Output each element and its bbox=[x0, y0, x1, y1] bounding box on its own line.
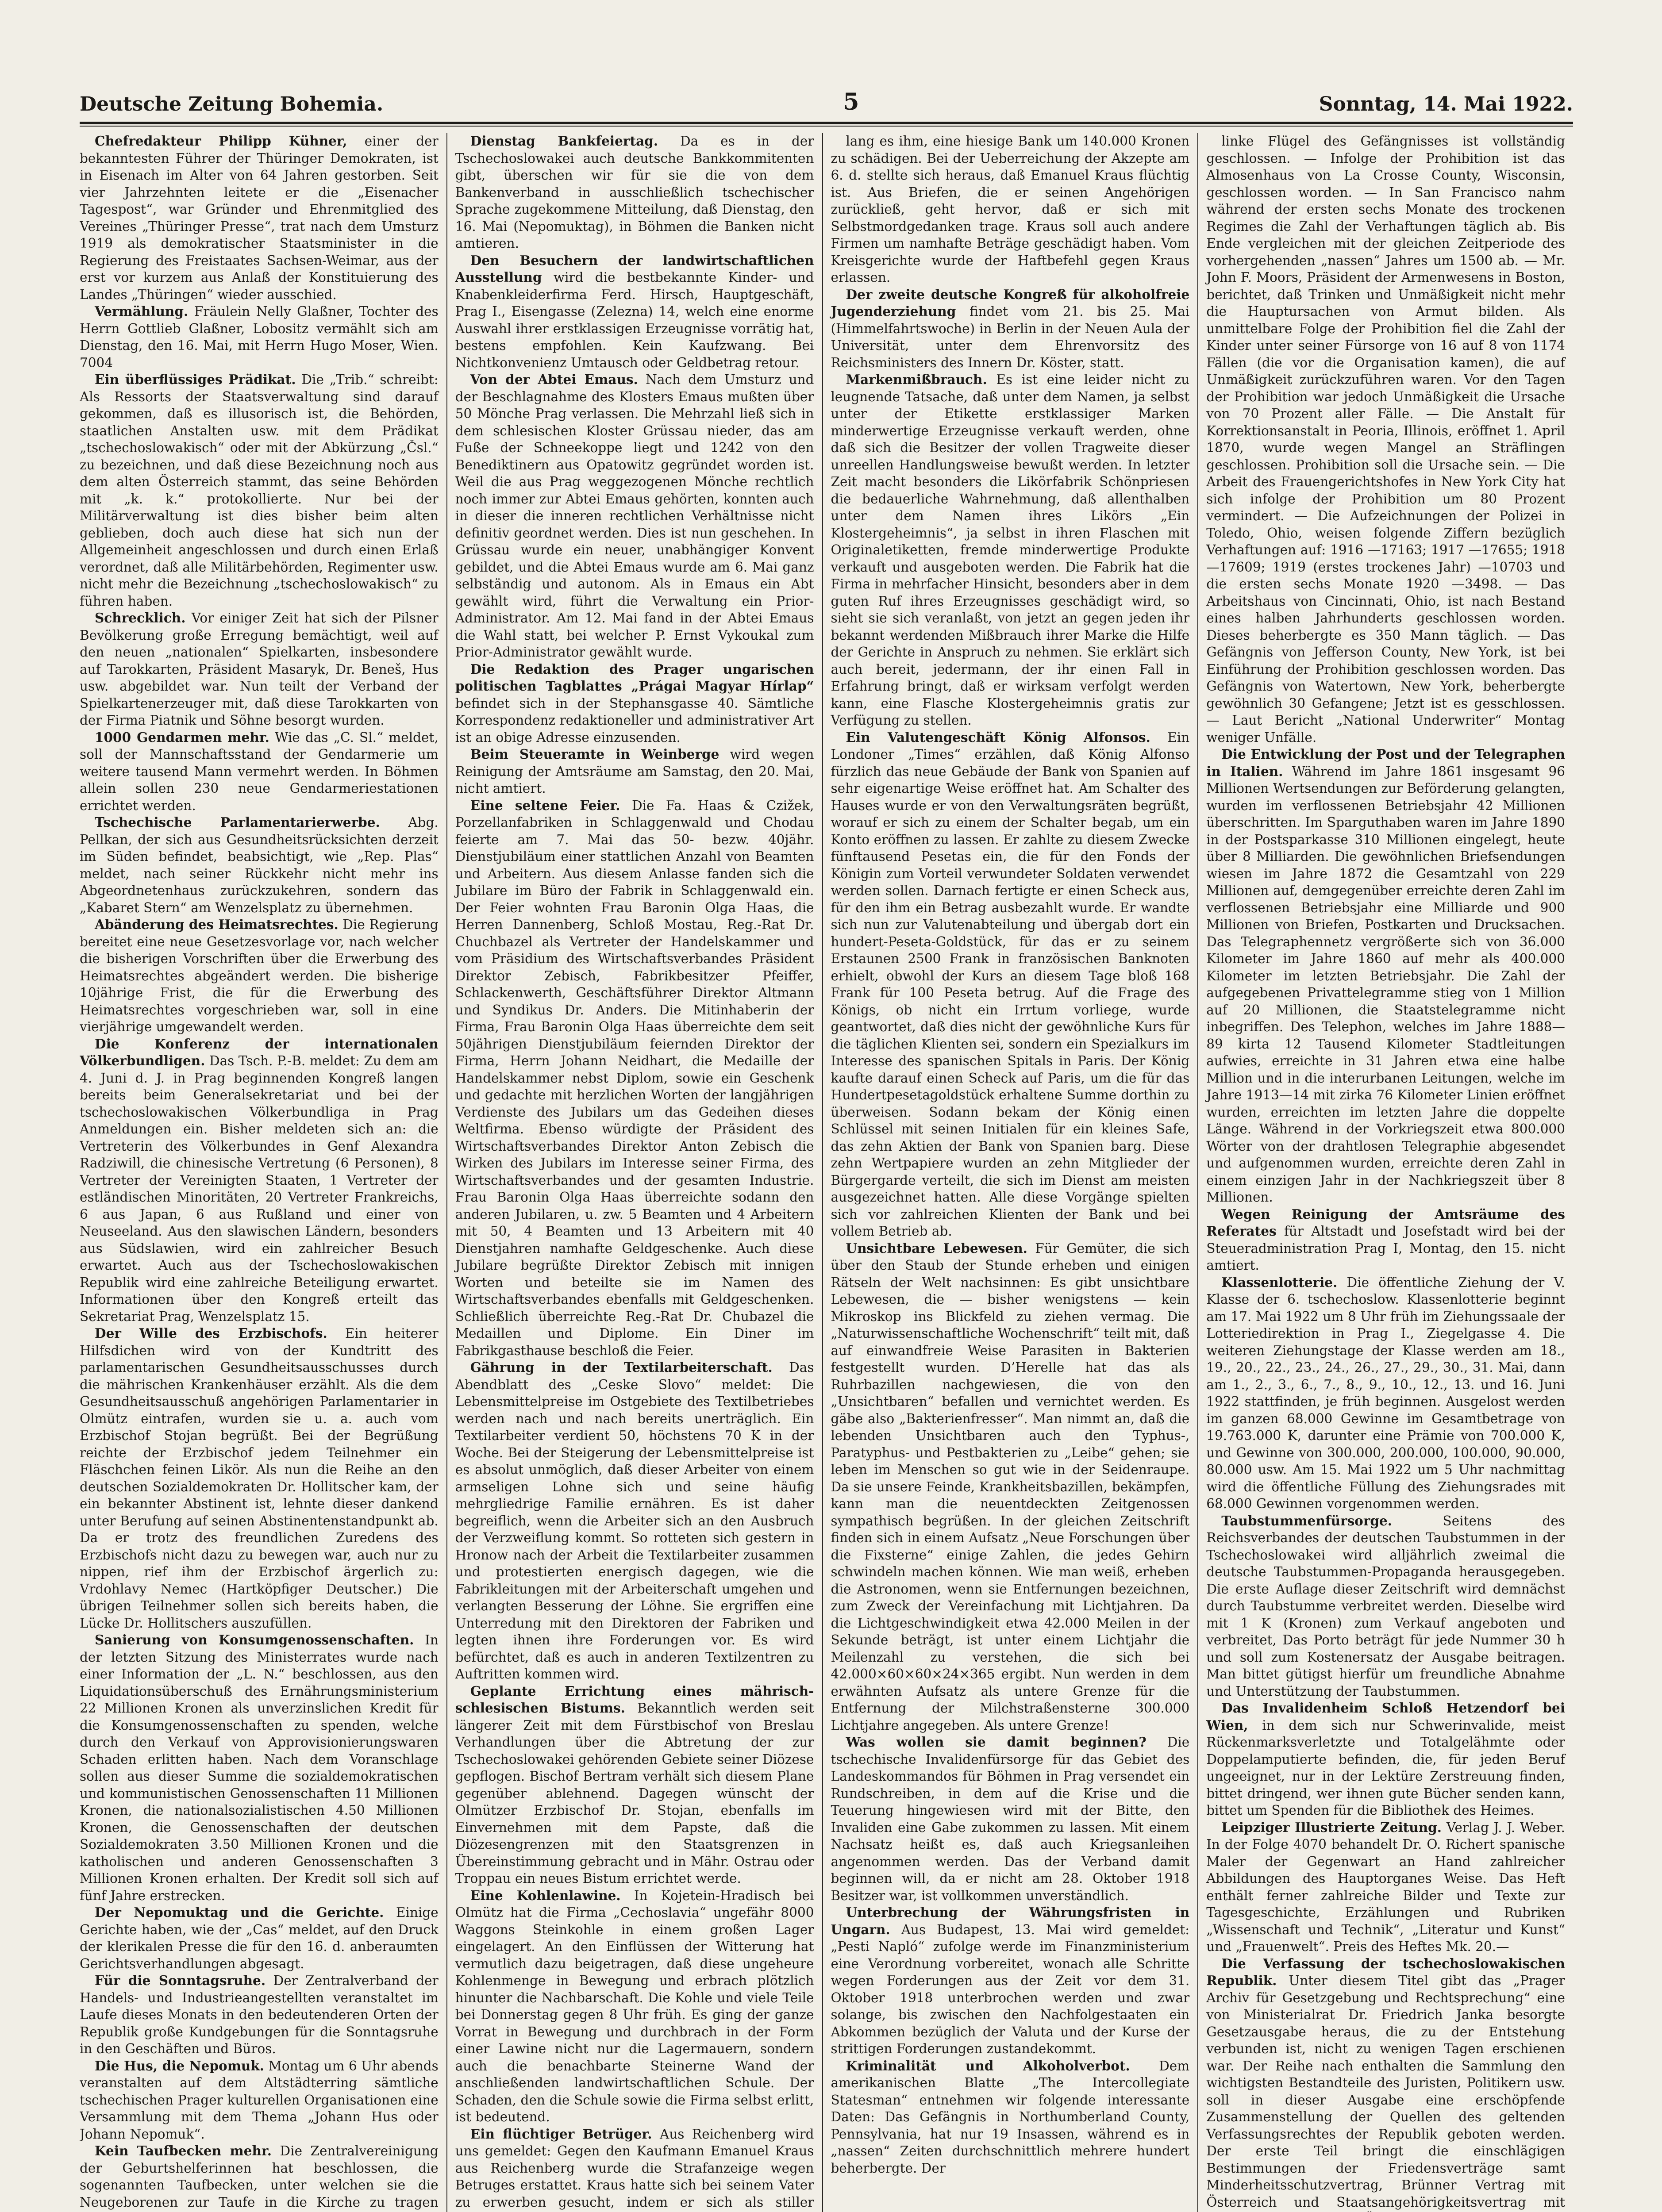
header-rule-thin bbox=[80, 126, 1573, 127]
article-headline: Kein Taufbecken mehr. bbox=[95, 2143, 272, 2158]
article-headline: Den Besuchern der landwirtschaftlichen Ausstellung bbox=[455, 252, 814, 285]
article-paragraph bbox=[1206, 1700, 1565, 1819]
article-paragraph bbox=[831, 286, 1190, 372]
article-body: Ein heiterer Hilfsdichen wird von der Kundtritt des parlamentarischen Gesundheitsausschusses durch die mährischen Krankenhäuser erzählt. Als die dem Gesundheitsausschuß angehörigen Parlamentarier in Olmütz eintrafen, wurden sie u. a. auch vom Erzbischof Stojan begrüßt. Bei der Begrüßung reichte der Erzbischof jedem Teilnehmer ein Fläschchen feinen Likör. Als nun die Reihe an den deutschen Sozialdemokraten Dr. Hollitscher kam, der ein bekannter Abstinent ist, lehnte dieser dankend unter Berufung auf seinen Abstinentenstandpunkt ab. Da er trotz des freundlichen Zuredens des Erzbischofs nicht dazu zu bewegen war, auch nur zu nippen, rief ihm der Erzbischof ärgerlich zu: Vrdohlavy Nemec (Hartköpfiger Deutscher.) Die übrigen Teilnehmer sollen sich bereits haben, die Lücke Dr. Hollitschers auszufüllen. bbox=[80, 1326, 439, 1631]
article-headline: Markenmißbrauch. bbox=[846, 372, 987, 387]
article-body: Ein Londoner „Times“ erzählen, daß König Alfonso fürzlich das neue Gebäude der Bank von Spanien auf sehr eigenartige Weise eröffnet hat. Am Schalter des Hauses wurde er von den Verwaltungsräten begrüßt, worauf er sich zu einem der Schalter begab, um ein Konto eröffnen zu lassen. Er zahlte zu diesem Zwecke fünftausend Pesetas ein, die für den Fonds der Königin zum Vorteil verwundeter Soldaten verwendet werden sollen. Darnach fertigte er einen Scheck aus, für den ihm ein Betrag ausbezahlt wurde. Er wandte sich nun zur Valutenabteilung und übergab dort ein hundert-Peseta-Goldstück, für das er zu seinem Erstaunen 2500 Frank in französischen Banknoten erhielt, obwohl der Kurs an diesem Tage bloß 168 Frank für 100 Peseta betrug. Auf die Frage des Königs, ob nicht ein Irrtum vorliege, wurde geantwortet, daß dies nicht der gewöhnliche Kurs für die täglichen Klienten sei, sondern ein Spezialkurs im Interesse des spanischen Spitals in Paris. Der König kaufte darauf einen Scheck auf Paris, um die für das Hundertpesetagoldstück erhaltene Summe dorthin zu überweisen. Sodann bekam der König einen Schlüssel mit seinen Initialen für ein kleines Safe, das zehn Aktien der Bank von Spanien barg. Diese zehn Wertpapiere wurden an zehn Mitglieder der Bürgergarde verteilt, die sich im Dienst am meisten ausgezeichnet hatten. Alle diese Vorgänge spielten sich vor zahlreichen Klienten der Bank und bei vollem Betrieb ab. bbox=[831, 730, 1190, 1239]
article-headline: Unterbrechung der Währungsfristen in Ungarn. bbox=[831, 1905, 1190, 1937]
article-body: Das Tsch. P.-B. meldet: Zu dem am 4. Juni d. J. in Prag beginnenden Kongreß langen bereits beim Generalsekretariat und bei der tschechoslowakischen Völkerbundliga in Prag Anmeldungen ein. Bisher meldeten sich an: die Vertreterin des Völkerbundes in Genf Alexandra Radziwill, die chinesische Vertretung (6 Personen), 8 Vertreter der Vereinigten Staaten, 1 Vertreter der estländischen Minoritäten, 20 Vertreter Frankreichs, 6 aus Japan, 6 aus Rußland und einer von Neuseeland. Aus den slawischen Ländern, besonders aus Südslawien, wird ein zahlreicher Besuch erwartet. Auch aus der Tschechoslowakischen Republik wird eine zahlreiche Beteiligung erwartet. Informationen über den Kongreß erteilt das Sekretariat Prag, Wenzelsplatz 15. bbox=[80, 1053, 439, 1324]
article-paragraph bbox=[455, 133, 814, 252]
article-paragraph bbox=[80, 303, 439, 371]
article-body: einer der bekanntesten Führer der Thüringer Demokraten, ist in Eisenach im Alter von 64 Jahren gestorben. Seit vier Jahrzehnten leitete er die „Eisenacher Tagespost“, war Gründer und Ehrenmitglied des Vereines „Thüringer Presse“, trat nach dem Umsturz 1919 als demokratischer Staatsminister in die Regierung des Freistaates Sachsen-Weimar, aus der erst vor kurzem aus Anlaß der Konstituierung des Landes „Thüringen“ wieder ausschied. bbox=[80, 134, 439, 302]
article-headline: Die Verfassung der tschechoslowakischen Republik. bbox=[1206, 1955, 1565, 1988]
article-headline: Chefredakteur Philipp Kühner, bbox=[95, 133, 347, 149]
article-body: in dem sich nur Schwerinvalide, meist Rückenmarksverletzte und Totalgelähmte oder Doppelamputierte befinden, die, für jeden Beruf ungeeignet, nur in der Lektüre Zerstreuung finden, bittet dringend, wer ihnen gute Bücher senden kann, bittet um Spenden für die Bibliothek des Heimes. bbox=[1206, 1717, 1565, 1818]
article-paragraph bbox=[455, 746, 814, 797]
article-headline: Ein Valutengeschäft König Alfonsos. bbox=[846, 729, 1150, 745]
issue-date: Sonntag, 14. Mai 1922. bbox=[1319, 93, 1573, 115]
article-body: Die öffentliche Ziehung der V. Klasse der 6. tschechoslow. Klassenlotterie beginnt am 17. Mai 1922 um 8 Uhr früh im Ziehungssaale der Lotteriedirektion in Prag I., Ziegelgasse 4. Die weiteren Ziehungstage der Klasse werden am 18., 19., 20., 22., 23., 24., 26., 27., 29., 30., 31. Mai, dann am 1., 2., 3., 6., 7., 8., 9., 10., 12., 13. und 16. Juni 1922 stattfinden, je früh beginnen. Ausgelost werden im ganzen 68.000 Gewinne im Gesamtbetrage von 19.763.000 K, darunter eine Prämie von 700.000 K, und Gewinne von 300.000, 200.000, 100.000, 90.000, 80.000 usw. Am 15. Mai 1922 um 5 Uhr nachmittag wird die öffentliche Füllung des Ziehungsrades mit 68.000 Gewinnen vorgenommen werden. bbox=[1206, 1275, 1565, 1511]
article-paragraph bbox=[80, 2143, 439, 2212]
article-paragraph bbox=[80, 729, 439, 814]
article-headline: 1000 Gendarmen mehr. bbox=[95, 729, 269, 745]
article-headline: Tschechische Parlamentarierwerbe. bbox=[95, 814, 380, 830]
article-body: In der letzten Sitzung des Ministerrates wurde nach einer Information der „L. N.“ beschlossen, aus den Liquidationsüberschuß des Ernährungsministerium 22 Millionen Kronen als unverzinslichen Kredit für die Konsumgenossenschaften zu spenden, welche durch den Verkauf von Approvisionierungswaren Schaden erlitten haben. Nach dem Voranschlage sollen aus dieser Summe die sozialdemokratischen und kommunistischen Genossenschaften 11 Millionen Kronen, die nationalsozialistischen 4.50 Millionen Kronen, die Genossenschaften der deutschen Sozialdemokraten 3.50 Millionen Kronen und die katholischen und anderen Genossenschaften 3 Millionen Kronen erhalten. Der Kredit soll sich auf fünf Jahre erstrecken. bbox=[80, 1632, 439, 1903]
article-body: Aus Budapest, 13. Mai wird gemeldet: „Pesti Napló“ zufolge werde im Finanzministerium eine Verordnung vorbereitet, wonach alle Schritte wegen Forderungen aus der Zeit vor dem 31. Oktober 1918 unterbrochen werden und zwar solange, bis zwischen den Nachfolgestaaten ein Abkommen bezüglich der Valuta und der Kurse der strittigen Forderungen zustandekommt. bbox=[831, 1922, 1190, 2056]
article-headline: Taubstummenfürsorge. bbox=[1221, 1513, 1393, 1528]
article-paragraph bbox=[455, 1683, 814, 1887]
article-paragraph bbox=[831, 1734, 1190, 1904]
article-headline: Das Invalidenheim Schloß Hetzendorf bei Wien, bbox=[1206, 1700, 1565, 1733]
article-headline: Dienstag Bankfeiertag. bbox=[470, 133, 658, 149]
article-paragraph bbox=[80, 2058, 439, 2143]
article-paragraph bbox=[831, 1904, 1190, 2058]
article-body: lang es ihm, eine hiesige Bank um 140.000 Kronen zu schädigen. Bei der Ueberreichung der Akzepte am 6. d. stellte sich heraus, daß Emanuel Kraus flüchtig ist. Aus Briefen, die er seinen Angehörigen zurückließ, geht hervor, daß er sich mit Selbstmordgedanken trage. Kraus soll auch andere Firmen um namhafte Beträge geschädigt haben. Vom Kreisgerichte wurde der Haftbefehl gegen Kraus erlassen. bbox=[831, 134, 1190, 285]
article-body: Die „Trib.“ schreibt: Als Ressorts der Staatsverwaltung sind darauf gekommen, daß es illusorisch ist, die Behörden, staatlichen Anstalten usw. mit dem Prädikat „tschechoslowakisch“ oder mit der Abkürzung „Čsl.“ zu bezeichnen, und daß diese Bezeichnung noch aus dem alten Österreich stammt, das seine Behörden mit „k. k.“ protokollierte. Nur bei der Militärverwaltung ist dies bisher beim alten geblieben, doch auch diese hat sich nun der Allgemeinheit angeschlossen und durch einen Erlaß verordnet, daß alle Militärbehörden, Regimenter usw. nicht mehr die Bezeichnung „tschechoslowakisch“ zu führen haben. bbox=[80, 372, 439, 609]
article-paragraph bbox=[455, 661, 814, 746]
article-body: Vor einiger Zeit hat sich der Pilsner Bevölkerung große Erregung bemächtigt, weil auf den neuen „nationalen“ Spielkarten, insbesondere auf Tarokkarten, Präsident Masaryk, Dr. Beneš, Hus usw. abgebildet war. Nun teilt der Verband der Spielkartenerzeuger mit, daß diese Tarokkarten von der Firma Piatnik und Söhne besorgt wurden. bbox=[80, 611, 439, 728]
column-4 bbox=[1198, 133, 1573, 2212]
article-columns bbox=[80, 133, 1573, 2212]
article-paragraph bbox=[831, 729, 1190, 1240]
article-headline: Gährung in der Textilarbeiterschaft. bbox=[470, 1359, 773, 1375]
article-paragraph bbox=[80, 1972, 439, 2058]
article-headline: Geplante Errichtung eines mährisch-schlesischen Bistums. bbox=[455, 1683, 814, 1716]
page-header bbox=[80, 88, 1573, 115]
article-paragraph bbox=[80, 1904, 439, 1972]
article-headline: Schrecklich. bbox=[95, 610, 186, 626]
article-paragraph bbox=[1206, 1955, 1565, 2212]
article-body: Die Regierung bereitet eine neue Gesetzesvorlage vor, nach welcher die bisherigen Vorschriften über die Erwerbung des Heimatsrechtes abgeändert werden. Die bisherige 10jährige Frist, die für die Erwerbung des Heimatsrechtes vorgeschrieben war, soll in eine vierjährige umgewandelt werden. bbox=[80, 917, 439, 1034]
article-headline: Der Nepomuktag und die Gerichte. bbox=[95, 1905, 384, 1920]
article-headline: Leipziger Illustrierte Zeitung. bbox=[1221, 1819, 1442, 1835]
article-body: Für Gemüter, die sich über den Staub der Stunde erheben und einigen Rätseln der Welt nachsinnen: Es gibt unsichtbare Lebewesen, die — bisher wenigstens — kein Mikroskop ins Blickfeld zu ziehen vermag. Die „Naturwissenschaftliche Wochenschrift“ teilt mit, daß auf einwandfreie Weise Parasiten in Bakterien festgestellt wurden. D’Herelle hat das als Ruhrbazillen nachgewiesen, die von den „Unsichtbaren“ befallen und vernichtet werden. Es gäbe also „Bakterienfresser“. Man nimmt an, daß die lebenden Unsichtbaren auch den Typhus-, Paratyphus- und Pestbakterien zu „Leibe“ gehen; sie leben im Menschen so gut wie in der Seidenraupe. Da sie unsere Feinde, Krankheitsbazillen, bekämpfen, kann man die neuentdeckten Zeitgenossen sympathisch begrüßen. In der gleichen Zeitschrift finden sich in einem Aufsatz „Neue Forschungen über die Fixsterne“ einige Zahlen, die jedes Gehirn schwindeln machen können. Wie man weiß, erheben die Astronomen, wenn sie Entfernungen bezeichnen, zum Zweck der Vereinfachung mit Lichtjahren. Da die Lichtgeschwindigkeit etwa 42.000 Meilen in der Sekunde beträgt, ist unter einem Lichtjahr die Meilenzahl zu verstehen, die sich bei 42.000×60×60×24×365 ergibt. Nun werden in dem erwähnten Aufsatz als untere Grenze für die Entfernung der Milchstraßensterne 300.000 Lichtjahre angegeben. Als untere Grenze! bbox=[831, 1240, 1190, 1733]
article-headline: Für die Sonntagsruhe. bbox=[95, 1973, 266, 1988]
article-paragraph bbox=[80, 1632, 439, 1904]
article-body: wird die bestbekannte Kinder- und Knabenkleiderfirma Ferd. Hirsch, Hauptgeschäft, Prag I., Eisengasse (Zelezna) 14, welch eine enorme Auswahl ihrer erstklassigen Erzeugnisse vorrätig hat, bestens empfohlen. Kein Kaufzwang. Bei Nichtkonvenienz Umtausch oder Geldbetrag retour. bbox=[455, 270, 814, 370]
page-number: 5 bbox=[843, 88, 859, 115]
article-paragraph bbox=[455, 1887, 814, 2126]
article-body: Fräulein Nelly Glaßner, Tochter des Herrn Gottlieb Glaßner, Lobositz vermählt sich am Dienstag, den 16. Mai, mit Herrn Hugo Moser, Wien. 7004 bbox=[80, 304, 439, 370]
article-paragraph bbox=[80, 1036, 439, 1325]
article-paragraph bbox=[455, 797, 814, 1359]
article-headline: Beim Steueramte in Weinberge bbox=[470, 746, 719, 762]
article-paragraph bbox=[831, 371, 1190, 729]
article-body: linke Flügel des Gefängnisses ist vollständig geschlossen. — Infolge der Prohibition ist das Almosenhaus von La Crosse County, Wisconsin, geschlossen worden. — In San Francisco nahm während der ersten sechs Monate des trockenen Regimes die Zahl der Verhaftungen täglich ab. Bis Ende vergleichen mit der gleichen Zeitperiode des vorhergehenden „nassen“ Jahres um 1500 ab. — Mr. John F. Moors, Präsident der Armenwesens in Boston, berichtet, daß Trinken und Unmäßigkeit nicht mehr die Hauptursachen von Armut bilden. Als unmittelbare Folge der Prohibition fiel die Zahl der Kinder unter seiner Fürsorge von 16 auf 8 von 1174 Fällen (die vor die Organisation kamen), die auf Unmäßigkeit zurückzuführen waren. Vor den Tagen der Prohibition war jedoch Unmäßigkeit die Ursache von 70 Prozent aller Fälle. — Die Anstalt für Korrektionsanstalt in Peoria, Illinois, eröffnet 1. April 1870, wurde wegen Mangel an Sträflingen geschlossen. Prohibition soll die Ursache sein. — Die Arbeit des Frauengerichtshofes in New York City hat sich infolge der Prohibition um 80 Prozent vermindert. — Die Aufzeichnungen der Polizei in Toledo, Ohio, weisen folgende Ziffern bezüglich Verhaftungen auf: 1916 —17163; 1917 —17655; 1918 —17609; 1919 (erstes trockenes Jahr) —10703 und die ersten sechs Monate 1920 —3498. — Das Arbeitshaus von Cincinnati, Ohio, ist nach Bestand eines halben Jahrhunderts geschlossen worden. Dieses beherbergte es 350 Mann täglich. — Das Gefängnis von Jefferson County, New York, ist bei Einführung der Prohibition geschlossen worden. Das Gefängnis von Watertown, New York, beherbergte gewöhnlich 30 Gefangene; Jetzt ist es gesschlossen. — Laut Bericht „National Underwriter“ Montag weniger Unfälle. bbox=[1206, 134, 1565, 745]
article-body: Während im Jahre 1861 insgesamt 96 Millionen Wertsendungen zur Beförderung gelangten, wurden im verflossenen Betriebsjahr 42 Millionen überschritten. Im Sparguthaben waren im Jahre 1890 in der Postsparkasse 310 Millionen eingelegt, heute über 8 Milliarden. Die gewöhnlichen Briefsendungen wiesen im Jahre 1872 die Gesamtzahl von 229 Millionen auf, demgegenüber erreichte deren Zahl im verflossenen Betriebsjahr eine Milliarde und 900 Millionen von Briefen, Postkarten und Drucksachen. Das Telegraphennetz vergrößerte sich von 36.000 Kilometer im Jahre 1860 auf mehr als 400.000 Kilometer im letzten Betriebsjahr. Die Zahl der aufgegebenen Privattelegramme stieg von 1 Million auf 20 Millionen, die Staatstelegramme nicht inbegriffen. Des Telephon, welches im Jahre 1888—89 kirta 12 Tausend Kilometer Stadtleitungen aufwies, erreichte in 31 Jahren etwa eine halbe Million und in die interurbanen Leitungen, welche im Jahre 1913—14 mit zirka 76 Kilometer Linien eröffnet wurden, erreichten im letzten Jahre die doppelte Länge. Während in der Vorkriegszeit etwa 800.000 Wörter von der drahtlosen Telegraphie abgesendet und aufgenommen wurden, erreichte deren Zahl in einem einzigen Jahr in der Nachkriegszeit über 8 Millionen. bbox=[1206, 764, 1565, 1205]
article-body: findet vom 21. bis 25. Mai (Himmelfahrtswoche) in Berlin in der Neuen Aula der Universität, unter dem Ehrenvorsitz des Reichsministers des Innern Dr. Köster, statt. bbox=[831, 304, 1190, 370]
newspaper-title: Deutsche Zeitung Bohemia. bbox=[80, 93, 384, 115]
article-body: In Kojetein-Hradisch bei Olmütz hat die Firma „Cechoslavia“ ungefähr 8000 Waggons Steinkohle in einem großen Lager eingelagert. An den Einflüssen der Witterung hat vermutlich dazu beigetragen, daß diese ungeheure Kohlenmenge in Bewegung und erbrach plötzlich hinunter die Nachbarschaft. Die Kohle und viele Teile bei Donnerstag gegen 8 Uhr früh. Es ging der ganze Vorrat in Bewegung und durchbrach in der Form einer Lawine nicht nur die Lagermauern, sondern auch die benachbarte Steinerne Wand der anschließenden landwirtschaftlichen Schule. Der Schaden, den die Schule sowie die Firma selbst erlitt, ist bedeutend. bbox=[455, 1888, 814, 2124]
article-paragraph bbox=[1206, 1819, 1565, 1955]
article-headline: Abänderung des Heimatsrechtes. bbox=[95, 917, 339, 932]
article-body: Verlag J. J. Weber. In der Folge 4070 behandelt Dr. O. Richert spanische Maler der Gegenwart an Hand zahlreicher Abbildungen des Hauptorganes Weise. Das Heft enthält ferner zahlreiche Bilder und Texte zur Tagesgeschichte, Erzählungen und Rubriken „Wissenschaft und Technik“, „Literatur und Kunst“ und „Frauenwelt“. Preis des Heftes Mk. 20.— bbox=[1206, 1820, 1565, 1954]
article-paragraph bbox=[831, 2058, 1190, 2177]
column-2 bbox=[447, 133, 823, 2212]
article-paragraph bbox=[80, 133, 439, 303]
article-body: Aus Reichenberg wird uns gemeldet: Gegen den Kaufmann Emanuel Kraus aus Reichenberg wurde die Strafanzeige wegen Betruges erstattet. Kraus hatte sich bei seinem Vater zu erwerben gesucht, indem er sich als stiller bbox=[455, 2126, 814, 2210]
article-paragraph bbox=[831, 133, 1190, 286]
article-paragraph bbox=[455, 252, 814, 372]
column-1 bbox=[80, 133, 447, 2212]
article-paragraph bbox=[80, 610, 439, 729]
article-body: wird wegen Reinigung der Amtsräume am Samstag, den 20. Mai, nicht amtiert. bbox=[455, 747, 814, 796]
article-body: Nach dem Umsturz und der Beschlagnahme des Klosters Emaus mußten über 50 Mönche Prag verlassen. Die Mehrzahl ließ sich in dem schlesischen Kloster Grüssau nieder, das am Fuße der Schneekoppe liegt und 1242 von den Benediktinern aus Opatowitz gegründet worden ist. Weil die aus Prag weggezogenen Mönche rechtlich noch immer zur Abtei Emaus gehörten, konnten auch in dieser die inneren rechtlichen Verhältnisse nicht definitiv geordnet werden. Dies ist nun geschehen. In Grüssau wurde ein neuer, unabhängiger Konvent gebildet, und die Abtei Emaus wurde am 6. Mai ganz selbständig und autonom. Als in Emaus ein Abt gewählt wird, führt die Verwaltung ein Prior-Administrator. Am 12. Mai fand in der Abtei Emaus die Wahl statt, bei welcher P. Ernst Vykoukal zum Prior-Administrator gewählt wurde. bbox=[455, 372, 814, 660]
article-paragraph bbox=[1206, 1274, 1565, 1513]
article-body: Die tschechische Invalidenfürsorge für das Gebiet des Landeskommandos für Böhmen in Prag versendet ein Rundschreiben, in dem auf die Krise und die Teuerung hingewiesen wird mit der Bitte, den Invaliden eine Gabe zukommen zu lassen. Mit einem Nachsatz heißt es, daß auch Kriegsanleihen angenommen werden. Das der Verband damit beginnen will, da er nicht am 28. Oktober 1918 Besitzer war, ist vollkommen unverständlich. bbox=[831, 1735, 1190, 1903]
article-headline: Was wollen sie damit beginnen? bbox=[846, 1734, 1146, 1750]
article-body: Das Abendblatt des „Ceske Slovo“ meldet: Die Lebensmittelpreise im Ostgebiete des Textilbetriebes werden nach und nach bereits unerträglich. Ein Textilarbeiter verdient 50, höchstens 70 K in der Woche. Bei der Steigerung der Lebensmittelpreise ist es absolut unmöglich, daß dieser Arbeiter von einem armseligen Lohne sich und seine häufig mehrgliedrige Familie ernähren. Es ist daher begreiflich, wenn die Arbeiter sich an den Ausbruch der Verzweiflung kommt. So rotteten sich gestern in Hronow nach der Arbeit die Textilarbeiter zusammen und protestierten energisch dagegen, wie die Fabrikleitungen mit der Arbeiterschaft umgehen und verlangten Besserung der Löhne. Sie ergriffen eine Unterredung mit den Direktoren der Fabriken und legten ihnen ihre Forderungen vor. Es wird befürchtet, daß es auch in anderen Textilzentren zu Auftritten kommen wird. bbox=[455, 1360, 814, 1682]
article-body: Der Zentralverband der Handels- und Industrieangestellten veranstaltet im Laufe dieses Monats in den bedeutenderen Orten der Republik große Kundgebungen für die Sonntagsruhe in den Geschäften und Büros. bbox=[80, 1973, 439, 2056]
article-paragraph bbox=[1206, 1513, 1565, 1700]
article-headline: Der zweite deutsche Kongreß für alkoholfreie Jugenderziehung bbox=[831, 286, 1190, 319]
article-body: für Altstadt und Josefstadt wird bei der Steueradministration Prag I, Montag, den 15. nicht amtiert. bbox=[1206, 1224, 1565, 1273]
article-headline: Sanierung von Konsumgenossenschaften. bbox=[95, 1632, 414, 1647]
article-paragraph bbox=[455, 2126, 814, 2212]
article-headline: Die Konferenz der internationalen Völkerbundligen. bbox=[80, 1036, 439, 1068]
article-body: befindet sich in der Stephansgasse 40. Sämtliche Korrespondenz redaktioneller und administrativer Art ist an obige Adresse einzusenden. bbox=[455, 695, 814, 745]
article-body: Wie das „C. Sl.“ meldet, soll der Mannschaftsstand der Gendarmerie um weitere tausend Mann vermehrt werden. In Böhmen allein sollen 230 neue Gendarmeriestationen errichtet werden. bbox=[80, 730, 439, 813]
article-paragraph bbox=[455, 371, 814, 661]
article-paragraph bbox=[80, 916, 439, 1036]
article-body: Die Fa. Haas & Czižek, Porzellanfabriken in Schlaggenwald und Chodau feierte am 7. Mai das 50- bezw. 40jähr. Dienstjubiläum einer stattlichen Anzahl von Beamten und Arbeitern. Aus diesem Anlasse fanden sich die Jubilare im Büro der Fabrik in Schlaggenwald ein. Der Feier wohnten Frau Baronin Olga Haas, die Herren Dannenberg, Schloß Mostau, Reg.-Rat Dr. Chuchbazel als Vertreter der Handelskammer und vom Präsidium des Wirtschaftsverbandes Präsident Direktor Zebisch, Fabrikbesitzer Pfeiffer, Schlackenwerth, Geschäftsführer Direktor Altmann und Syndikus Dr. Anders. Die Mitinhaberin der Firma, Frau Baronin Olga Haas überreichte dem seit 50jährigen Dienstjubiläum feiernden Direktor der Firma, Herrn Johann Neidhart, die Medaille der Handelskammer nebst Diplom, sowie ein Geschenk und gedachte mit herzlichen Worten der langjährigen Verdienste des Jubilars um das Gedeihen dieses Weltfirma. Ebenso würdigte der Präsident des Wirtschaftsverbandes Direktor Anton Zebisch die Wirken des Jubilars im Interesse seiner Firma, des Wirtschaftsverbandes und der gesamten Industrie. Frau Baronin Olga Haas überreichte sodann den anderen Jubilaren, u. zw. 5 Beamten und 4 Arbeitern mit 50, 4 Beamten und 13 Arbeitern mit 40 Dienstjahren namhafte Geldgeschenke. Auch diese Jubilare begrüßte Direktor Zebisch mit innigen Worten und beteilte sie im Namen des Wirtschaftsverbandes ebenfalls mit Geldgeschenken. Schließlich überreichte Reg.-Rat Dr. Chubazel die Medaillen und Diplome. Ein Diner im Fabrikgasthause beschloß die Feier. bbox=[455, 798, 814, 1358]
article-headline: Von der Abtei Emaus. bbox=[470, 372, 638, 387]
article-headline: Die Redaktion des Prager ungarischen politischen Tagblattes „Prágai Magyar Hírlap“ bbox=[455, 661, 814, 694]
article-body: Abg. Pellkan, der sich aus Gesundheitsrücksichten derzeit im Süden befindet, beabsichtigt, wie „Rep. Plas“ meldet, nach seiner Rückkehr nicht mehr ins Abgeordnetenhaus zurückzukehren, sondern das „Kabaret Stern“ am Wenzelsplatz zu übernehmen. bbox=[80, 815, 439, 915]
article-headline: Die Hus, die Nepomuk. bbox=[95, 2058, 265, 2074]
article-body: Da es in der Tschechoslowakei auch deutsche Bankkommitenten gibt, überschen wir für sie die von dem Bankenverband in ausschließlich tschechischer Sprache zugekommene Mitteilung, daß Dienstag, den 16. Mai (Nepomuktag), in Böhmen die Banken nicht amtieren. bbox=[455, 134, 814, 251]
article-headline: Vermählung. bbox=[95, 303, 189, 319]
article-body: Dem amerikanischen Blatte „The Intercollegiate Statesman“ entnehmen wir folgende interessante Daten: Das Gefängnis in Northumberland County, Pennsylvania, hat nur 19 Insassen, während es in „nassen“ Zeiten durchschnittlich mehrere hundert beherbergte. Der bbox=[831, 2058, 1190, 2176]
article-body: Montag um 6 Uhr abends veranstalten auf dem Altstädterring sämtliche tschechischen Prager kulturellen Organisationen eine Versammlung mit dem Thema „Johann Hus oder Johann Nepomuk“. bbox=[80, 2058, 439, 2142]
article-headline: Eine seltene Feier. bbox=[470, 797, 620, 813]
article-paragraph bbox=[1206, 1206, 1565, 1274]
article-paragraph bbox=[1206, 133, 1565, 746]
article-body: Die Zentralvereinigung der Geburtshelferinnen hat beschlossen, die sogenannten Taufbecken, unter welchen sie die Neugeborenen zur Taufe in die Kirche zu tragen bbox=[80, 2143, 439, 2210]
article-paragraph bbox=[80, 814, 439, 916]
article-paragraph bbox=[455, 1359, 814, 1683]
article-body: Es ist eine leider nicht zu leugnende Tatsache, daß unter dem Namen, ja selbst unter der Etikette erstklassiger Marken minderwertige Erzeugnisse verkauft werden, ohne daß sich die Besitzer der vollen Tragweite dieser unreellen Handlungsweise bewußt werden. In letzter Zeit macht besonders die Likörfabrik Schönpriesen die bedauerliche Wahrnehmung, daß allenthalben unter dem Namen ihres Likörs „Ein Klostergeheimnis“, ja selbst in ihren Flaschen mit Originaletiketten, fremde minderwertige Produkte verkauft und ausgeboten werden. Die Fabrik hat die Firma in mehrfacher Hinsicht, besonders aber in dem guten Ruf ihres Erzeugnisses geschädigt wird, so sieht sie sich veranlaßt, von jetzt an gegen jeden ihr bekannt werdenden Mißbrauch ihrer Marke die Hilfe der Gerichte in Anspruch zu nehmen. Sie erklärt sich auch bereit, jedermann, der ihr einen Fall in Erfahrung bringt, daß er wirksam verfolgt werden kann, eine Flasche Klostergeheimnis gratis zur Verfügung zu stellen. bbox=[831, 372, 1190, 728]
article-body: Bekanntlich werden seit längerer Zeit mit dem Fürstbischof von Breslau Verhandlungen über die Abtretung der zur Tschechoslowakei gehörenden Gebiete seiner Diözese gepflogen. Bischof Bertram verhält sich diesem Plane gegenüber ablehnend. Dagegen wünscht der Olmützer Erzbischof Dr. Stojan, ebenfalls im Einvernehmen mit dem Papste, daß die Diözesengrenzen mit den Staatsgrenzen in Übereinstimmung gebracht und in Mähr. Ostrau oder Troppau ein neues Bistum errichtet werde. bbox=[455, 1701, 814, 1886]
header-rule bbox=[80, 122, 1573, 124]
column-3 bbox=[823, 133, 1199, 2212]
article-body: Einige Gerichte haben, wie der „Cas“ meldet, auf den Druck der klerikalen Presse die für den 16. d. anberaumten Gerichtsverhandlungen abgesagt. bbox=[80, 1905, 439, 1971]
article-headline: Klassenlotterie. bbox=[1221, 1274, 1338, 1290]
article-headline: Kriminalität und Alkoholverbot. bbox=[846, 2058, 1130, 2074]
article-headline: Eine Kohlenlawine. bbox=[470, 1887, 621, 1903]
article-headline: Die Entwicklung der Post und der Telegraphen in Italien. bbox=[1206, 746, 1565, 779]
article-paragraph bbox=[831, 1240, 1190, 1734]
article-headline: Der Wille des Erzbischofs. bbox=[95, 1325, 327, 1341]
article-paragraph bbox=[80, 1325, 439, 1632]
article-body: Seitens des Reichsverbandes der deutschen Taubstummen in der Tschechoslowakei wird alljährlich zweimal die deutsche Taubstummen-Propaganda herausgegeben. Die erste Auflage dieser Zeitschrift wird demnächst durch Taubstumme verbreitet werden. Dieselbe wird mit 1 K (Kronen) zum Verkauf angeboten und verbreitet, Das Porto beträgt für jede Nummer 30 h und soll zum Kostenersatz der Ausgabe beitragen. Man bittet gütigst hierfür um freundliche Abnahme und Unterstützung der Taubstummen. bbox=[1206, 1513, 1565, 1699]
article-paragraph bbox=[1206, 746, 1565, 1206]
article-paragraph bbox=[80, 371, 439, 610]
article-headline: Wegen Reinigung der Amtsräume des Referates bbox=[1206, 1206, 1565, 1239]
article-headline: Ein überflüssiges Prädikat. bbox=[95, 372, 296, 387]
article-headline: Unsichtbare Lebewesen. bbox=[846, 1240, 1027, 1256]
article-headline: Ein flüchtiger Betrüger. bbox=[470, 2126, 652, 2142]
article-body: Unter diesem Titel gibt das „Prager Archiv für Gesetzgebung und Rechtsprechung“ eine von Ministerialrat Dr. Friedrich Janka besorgte Gesetzausgabe heraus, die zu der Entstehung verbunden ist, nicht zu wenigen Tagen erschienen war. Der Reihe nach enthalten die Sammlung den wichtigsten Bestandteile des Juristen, Politikern usw. soll in dieser Ausgabe eine erschöpfende Zusammenstellung der Quellen des geltenden Verfassungsrechtes der Republik geboten werden. Der erste Teil bringt die einschlägigen Bestimmungen der Friedensverträge samt Minderheitsschutzvertrag, Brünner Vertrag mit Österreich und Staatsangehörigkeitsvertrag mit bbox=[1206, 1973, 1565, 2210]
